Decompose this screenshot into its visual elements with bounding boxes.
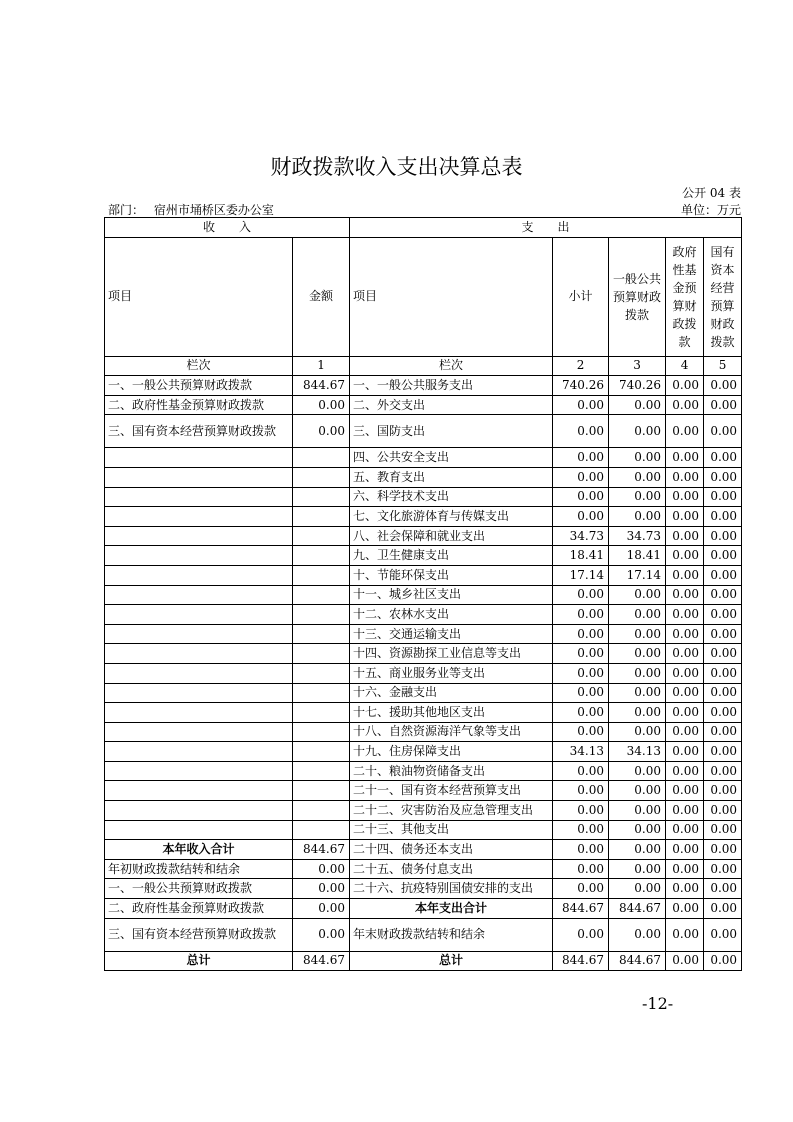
state-capital-value: 0.00 <box>704 801 742 821</box>
fund-budget-value: 0.00 <box>666 742 704 762</box>
expense-item: 二十二、灾害防治及应急管理支出 <box>350 801 553 821</box>
state-capital-value: 0.00 <box>704 415 742 448</box>
state-capital-value: 0.00 <box>704 722 742 742</box>
table-row <box>105 703 742 723</box>
expense-item: 年末财政拨款结转和结余 <box>350 918 553 951</box>
income-item <box>105 781 293 801</box>
general-budget-value: 0.00 <box>609 644 666 664</box>
income-item: 三、国有资本经营预算财政拨款 <box>105 918 293 951</box>
state-capital-value: 0.00 <box>704 526 742 546</box>
general-budget-value: 0.00 <box>609 507 666 527</box>
income-item <box>105 742 293 762</box>
state-capital-value: 0.00 <box>704 761 742 781</box>
index-5: 5 <box>704 356 742 376</box>
general-budget-value: 0.00 <box>609 918 666 951</box>
table-row <box>105 624 742 644</box>
income-amount: 844.67 <box>293 376 350 396</box>
subtotal-value: 0.00 <box>553 703 609 723</box>
general-budget-value: 0.00 <box>609 820 666 840</box>
general-budget-value: 34.13 <box>609 742 666 762</box>
income-item: 总计 <box>105 951 293 971</box>
table-row <box>105 376 742 396</box>
fund-budget-value: 0.00 <box>666 663 704 683</box>
index-row <box>105 356 742 376</box>
subtotal-value: 0.00 <box>553 840 609 860</box>
income-amount <box>293 585 350 605</box>
fund-budget-header: 政府性基金预算财政拨款 <box>666 237 704 356</box>
fund-budget-value: 0.00 <box>666 467 704 487</box>
fund-budget-value: 0.00 <box>666 448 704 468</box>
general-budget-value: 0.00 <box>609 585 666 605</box>
state-capital-header: 国有资本经营预算财政拨款 <box>704 237 742 356</box>
subtotal-value: 34.73 <box>553 526 609 546</box>
state-capital-value: 0.00 <box>704 703 742 723</box>
index-label: 栏次 <box>105 356 293 376</box>
header-row-1 <box>105 218 742 238</box>
fund-budget-value: 0.00 <box>666 395 704 415</box>
income-item <box>105 448 293 468</box>
income-amount <box>293 703 350 723</box>
expense-item: 二十三、其他支出 <box>350 820 553 840</box>
income-amount: 0.00 <box>293 899 350 919</box>
expense-item: 十二、农林水支出 <box>350 605 553 625</box>
fund-budget-value: 0.00 <box>666 683 704 703</box>
fund-budget-value: 0.00 <box>666 951 704 971</box>
table-row <box>105 781 742 801</box>
table-row <box>105 415 742 448</box>
unit-label: 单位：万元 <box>680 203 741 217</box>
subtotal-value: 0.00 <box>553 585 609 605</box>
table-row <box>105 879 742 899</box>
income-item-header: 项目 <box>105 237 293 356</box>
general-budget-value: 0.00 <box>609 840 666 860</box>
fund-budget-value: 0.00 <box>666 761 704 781</box>
expense-header: 支 出 <box>350 218 742 238</box>
table-row <box>105 585 742 605</box>
general-budget-value: 18.41 <box>609 546 666 566</box>
department-name: 宿州市埇桥区委办公室 <box>153 203 274 217</box>
general-budget-value: 0.00 <box>609 663 666 683</box>
table-row <box>105 487 742 507</box>
table-row <box>105 395 742 415</box>
fund-budget-value: 0.00 <box>666 801 704 821</box>
table-row <box>105 722 742 742</box>
index-3: 3 <box>609 356 666 376</box>
expense-item: 十、节能环保支出 <box>350 565 553 585</box>
subtotal-value: 0.00 <box>553 663 609 683</box>
state-capital-value: 0.00 <box>704 448 742 468</box>
expense-item: 六、科学技术支出 <box>350 487 553 507</box>
subtotal-header: 小计 <box>553 237 609 356</box>
fund-budget-value: 0.00 <box>666 722 704 742</box>
table-row <box>105 683 742 703</box>
general-budget-value: 0.00 <box>609 467 666 487</box>
index-4: 4 <box>666 356 704 376</box>
general-budget-value: 740.26 <box>609 376 666 396</box>
fund-budget-value: 0.00 <box>666 899 704 919</box>
state-capital-value: 0.00 <box>704 742 742 762</box>
income-amount: 0.00 <box>293 415 350 448</box>
general-budget-value: 34.73 <box>609 526 666 546</box>
subtotal-value: 740.26 <box>553 376 609 396</box>
income-item <box>105 663 293 683</box>
general-budget-value: 17.14 <box>609 565 666 585</box>
general-budget-value: 0.00 <box>609 703 666 723</box>
state-capital-value: 0.00 <box>704 820 742 840</box>
fund-budget-value: 0.00 <box>666 820 704 840</box>
income-item <box>105 761 293 781</box>
table-row <box>105 565 742 585</box>
general-budget-value: 0.00 <box>609 722 666 742</box>
income-amount: 844.67 <box>293 840 350 860</box>
general-budget-value: 0.00 <box>609 624 666 644</box>
income-amount-header: 金额 <box>293 237 350 356</box>
income-item <box>105 683 293 703</box>
income-item <box>105 605 293 625</box>
general-budget-value: 0.00 <box>609 859 666 879</box>
table-row <box>105 448 742 468</box>
department-label: 部门： <box>108 203 145 217</box>
income-item <box>105 487 293 507</box>
general-budget-value: 0.00 <box>609 879 666 899</box>
income-item <box>105 820 293 840</box>
table-row <box>105 859 742 879</box>
income-amount: 0.00 <box>293 395 350 415</box>
state-capital-value: 0.00 <box>704 585 742 605</box>
expense-item: 四、公共安全支出 <box>350 448 553 468</box>
income-item: 一、一般公共预算财政拨款 <box>105 879 293 899</box>
fund-budget-value: 0.00 <box>666 546 704 566</box>
state-capital-value: 0.00 <box>704 565 742 585</box>
income-item <box>105 801 293 821</box>
general-budget-value: 0.00 <box>609 487 666 507</box>
fund-budget-value: 0.00 <box>666 879 704 899</box>
page-title: 财政拨款收入支出决算总表 <box>270 155 523 179</box>
general-budget-value: 844.67 <box>609 951 666 971</box>
subtotal-value: 0.00 <box>553 859 609 879</box>
expense-item: 十七、援助其他地区支出 <box>350 703 553 723</box>
income-amount <box>293 781 350 801</box>
state-capital-value: 0.00 <box>704 605 742 625</box>
state-capital-value: 0.00 <box>704 859 742 879</box>
income-amount <box>293 546 350 566</box>
subtotal-value: 34.13 <box>553 742 609 762</box>
table-row <box>105 546 742 566</box>
income-amount <box>293 801 350 821</box>
expense-item: 本年支出合计 <box>350 899 553 919</box>
income-item: 一、一般公共预算财政拨款 <box>105 376 293 396</box>
state-capital-value: 0.00 <box>704 781 742 801</box>
state-capital-value: 0.00 <box>704 395 742 415</box>
index-label-2: 栏次 <box>350 356 553 376</box>
subtotal-value: 0.00 <box>553 781 609 801</box>
expense-item: 十三、交通运输支出 <box>350 624 553 644</box>
income-amount <box>293 761 350 781</box>
table-row <box>105 840 742 860</box>
fund-budget-value: 0.00 <box>666 507 704 527</box>
expense-item: 二十一、国有资本经营预算支出 <box>350 781 553 801</box>
income-amount <box>293 624 350 644</box>
general-budget-value: 0.00 <box>609 395 666 415</box>
fund-budget-value: 0.00 <box>666 918 704 951</box>
income-amount <box>293 487 350 507</box>
subtotal-value: 0.00 <box>553 448 609 468</box>
expense-item: 七、文化旅游体育与传媒支出 <box>350 507 553 527</box>
subtotal-value: 0.00 <box>553 683 609 703</box>
fund-budget-value: 0.00 <box>666 526 704 546</box>
income-item <box>105 644 293 664</box>
income-amount <box>293 644 350 664</box>
subtotal-value: 0.00 <box>553 644 609 664</box>
form-number: 公开 04 表 <box>682 186 741 200</box>
fund-budget-value: 0.00 <box>666 376 704 396</box>
table-row <box>105 663 742 683</box>
index-2: 2 <box>553 356 609 376</box>
income-amount <box>293 565 350 585</box>
income-item <box>105 467 293 487</box>
subtotal-value: 17.14 <box>553 565 609 585</box>
state-capital-value: 0.00 <box>704 840 742 860</box>
state-capital-value: 0.00 <box>704 467 742 487</box>
fund-budget-value: 0.00 <box>666 703 704 723</box>
subtotal-value: 0.00 <box>553 624 609 644</box>
subtotal-value: 0.00 <box>553 820 609 840</box>
subtotal-value: 0.00 <box>553 722 609 742</box>
subtotal-value: 0.00 <box>553 801 609 821</box>
fund-budget-value: 0.00 <box>666 859 704 879</box>
state-capital-value: 0.00 <box>704 879 742 899</box>
income-item <box>105 585 293 605</box>
general-budget-value: 0.00 <box>609 801 666 821</box>
income-item: 三、国有资本经营预算财政拨款 <box>105 415 293 448</box>
income-amount <box>293 820 350 840</box>
income-item: 本年收入合计 <box>105 840 293 860</box>
department <box>108 201 274 218</box>
subtotal-value: 0.00 <box>553 605 609 625</box>
general-budget-value: 0.00 <box>609 415 666 448</box>
expense-item: 总计 <box>350 951 553 971</box>
income-amount <box>293 605 350 625</box>
general-budget-header: 一般公共预算财政拨款 <box>609 237 666 356</box>
expense-item: 二十五、债务付息支出 <box>350 859 553 879</box>
state-capital-value: 0.00 <box>704 487 742 507</box>
state-capital-value: 0.00 <box>704 624 742 644</box>
general-budget-value: 0.00 <box>609 781 666 801</box>
income-item: 二、政府性基金预算财政拨款 <box>105 395 293 415</box>
expense-item: 十九、住房保障支出 <box>350 742 553 762</box>
table-row <box>105 742 742 762</box>
subtotal-value: 0.00 <box>553 415 609 448</box>
subtotal-value: 18.41 <box>553 546 609 566</box>
fund-budget-value: 0.00 <box>666 487 704 507</box>
fund-budget-value: 0.00 <box>666 605 704 625</box>
general-budget-value: 0.00 <box>609 761 666 781</box>
expense-item: 十五、商业服务业等支出 <box>350 663 553 683</box>
table-row <box>105 467 742 487</box>
state-capital-value: 0.00 <box>704 899 742 919</box>
expense-item: 二十、粮油物资储备支出 <box>350 761 553 781</box>
subtotal-value: 0.00 <box>553 761 609 781</box>
income-amount <box>293 448 350 468</box>
income-item <box>105 507 293 527</box>
expense-item: 三、国防支出 <box>350 415 553 448</box>
income-amount <box>293 742 350 762</box>
fund-budget-value: 0.00 <box>666 415 704 448</box>
fund-budget-value: 0.00 <box>666 781 704 801</box>
index-1: 1 <box>293 356 350 376</box>
subtotal-value: 0.00 <box>553 918 609 951</box>
subtotal-value: 0.00 <box>553 879 609 899</box>
expense-item: 十一、城乡社区支出 <box>350 585 553 605</box>
expense-item: 十八、自然资源海洋气象等支出 <box>350 722 553 742</box>
table-row <box>105 507 742 527</box>
expense-item-header: 项目 <box>350 237 553 356</box>
expense-item: 二、外交支出 <box>350 395 553 415</box>
fund-budget-value: 0.00 <box>666 624 704 644</box>
table-row <box>105 644 742 664</box>
income-item <box>105 624 293 644</box>
fund-budget-value: 0.00 <box>666 585 704 605</box>
table-row <box>105 526 742 546</box>
income-amount <box>293 683 350 703</box>
income-item <box>105 565 293 585</box>
income-header: 收 入 <box>105 218 350 238</box>
state-capital-value: 0.00 <box>704 376 742 396</box>
page-number: -12- <box>642 994 674 1013</box>
subtotal-value: 844.67 <box>553 899 609 919</box>
subtotal-value: 0.00 <box>553 487 609 507</box>
table-row <box>105 761 742 781</box>
expense-item: 一、一般公共服务支出 <box>350 376 553 396</box>
income-amount: 0.00 <box>293 918 350 951</box>
subtotal-value: 0.00 <box>553 467 609 487</box>
state-capital-value: 0.00 <box>704 663 742 683</box>
table-row <box>105 605 742 625</box>
fund-budget-value: 0.00 <box>666 644 704 664</box>
general-budget-value: 0.00 <box>609 448 666 468</box>
expense-item: 八、社会保障和就业支出 <box>350 526 553 546</box>
income-item <box>105 526 293 546</box>
table-row <box>105 951 742 971</box>
income-amount <box>293 663 350 683</box>
income-amount: 0.00 <box>293 859 350 879</box>
state-capital-value: 0.00 <box>704 918 742 951</box>
table-row <box>105 801 742 821</box>
state-capital-value: 0.00 <box>704 546 742 566</box>
income-amount <box>293 507 350 527</box>
income-item <box>105 546 293 566</box>
table-row <box>105 899 742 919</box>
income-item <box>105 703 293 723</box>
income-amount <box>293 722 350 742</box>
expense-item: 二十六、抗疫特别国债安排的支出 <box>350 879 553 899</box>
income-amount <box>293 526 350 546</box>
table-row <box>105 820 742 840</box>
state-capital-value: 0.00 <box>704 507 742 527</box>
expense-item: 十六、金融支出 <box>350 683 553 703</box>
expense-item: 二十四、债务还本支出 <box>350 840 553 860</box>
subtotal-value: 0.00 <box>553 395 609 415</box>
subtotal-value: 844.67 <box>553 951 609 971</box>
header-row-2 <box>105 237 742 356</box>
state-capital-value: 0.00 <box>704 644 742 664</box>
general-budget-value: 0.00 <box>609 605 666 625</box>
state-capital-value: 0.00 <box>704 951 742 971</box>
general-budget-value: 844.67 <box>609 899 666 919</box>
table-row <box>105 918 742 951</box>
expense-item: 十四、资源勘探工业信息等支出 <box>350 644 553 664</box>
income-amount: 0.00 <box>293 879 350 899</box>
state-capital-value: 0.00 <box>704 683 742 703</box>
expense-item: 五、教育支出 <box>350 467 553 487</box>
fiscal-table <box>104 217 742 971</box>
general-budget-value: 0.00 <box>609 683 666 703</box>
expense-item: 九、卫生健康支出 <box>350 546 553 566</box>
income-amount: 844.67 <box>293 951 350 971</box>
income-amount <box>293 467 350 487</box>
income-item: 年初财政拨款结转和结余 <box>105 859 293 879</box>
fund-budget-value: 0.00 <box>666 565 704 585</box>
fund-budget-value: 0.00 <box>666 840 704 860</box>
income-item: 二、政府性基金预算财政拨款 <box>105 899 293 919</box>
subtotal-value: 0.00 <box>553 507 609 527</box>
income-item <box>105 722 293 742</box>
